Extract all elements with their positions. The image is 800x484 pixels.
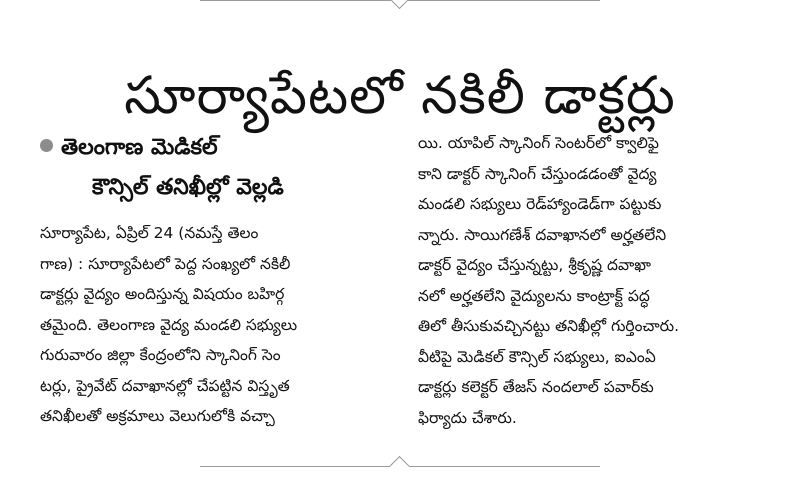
body-line: కాని డాక్టర్ స్కానింగ్ చేస్తుండడంతో వైద్య [418,164,657,183]
body-line: యి. యాపిల్ స్కానింగ్ సెంటర్‌లో క్వాలిఫై [418,134,659,152]
body-line: ఫిర్యాదు చేశారు. [418,408,517,427]
subhead-line-1 [40,128,400,168]
bottom-divider-notch [389,456,410,477]
body-line: తమైంది. తెలంగాణ వైద్య మండలి సభ్యులు [40,315,298,334]
body-line: డాక్టర్లు కలెక్టర్ తేజస్ నందలాల్ పవార్‌కు [418,378,654,396]
body-line: డాక్టర్ వైద్యం చేస్తున్నట్టు, శ్రీకృష్ణ దవాఖా [418,256,651,274]
body-line: సూర్యాపేట, ఏప్రిల్ 24 (నమస్తే తెలం [40,224,259,242]
subhead-line-2: కౌన్సిల్ తనిఖీల్లో వెల్లడి [92,175,284,200]
bullet-icon [40,139,53,152]
body-line: గాణ) : సూర్యాపేటలో పెద్ద సంఖ్యలో నకిలీ [40,254,291,273]
body-line: నలో అర్హతలేని వైద్యులను కాంట్రాక్ట్ పద్ధ [418,286,650,305]
subhead-text-1: తెలంగాణ మెడికల్ [61,135,218,160]
right-column [418,128,768,433]
body-line: టర్లు, ప్రైవేట్ దవాఖానల్లో చేపట్టిన విస్తృత [40,376,290,395]
left-column-body [40,218,400,432]
body-line: వీటిపై మెడికల్ కౌన్సిల్ సభ్యులు, ఐఎంఏ [418,347,656,366]
body-line: మండలి సభ్యులు రెడ్‌హ్యాండెడ్‌గా పట్టుకు [418,195,662,213]
body-line: తనిఖీలతో అక్రమాలు వెలుగులోకి వచ్చా [40,407,275,425]
body-line: గురువారం జిల్లా కేంద్రంలోని స్కానింగ్ సెం [40,346,281,364]
left-column [40,128,400,432]
article-headline: సూర్యాపేటలో నకిలీ డాక్టర్లు [124,65,676,126]
body-line: తిలో తీసుకువచ్చినట్టు తనిఖీల్లో గుర్తించారు. [418,317,680,335]
body-line: డాక్టర్లు వైద్యం అందిస్తున్న విషయం బహిర్గ [40,285,285,303]
top-divider-notch [389,0,410,9]
body-line: న్నారు. సాయిగణేశ్ దవాఖానలో అర్హతలేని [418,225,667,244]
